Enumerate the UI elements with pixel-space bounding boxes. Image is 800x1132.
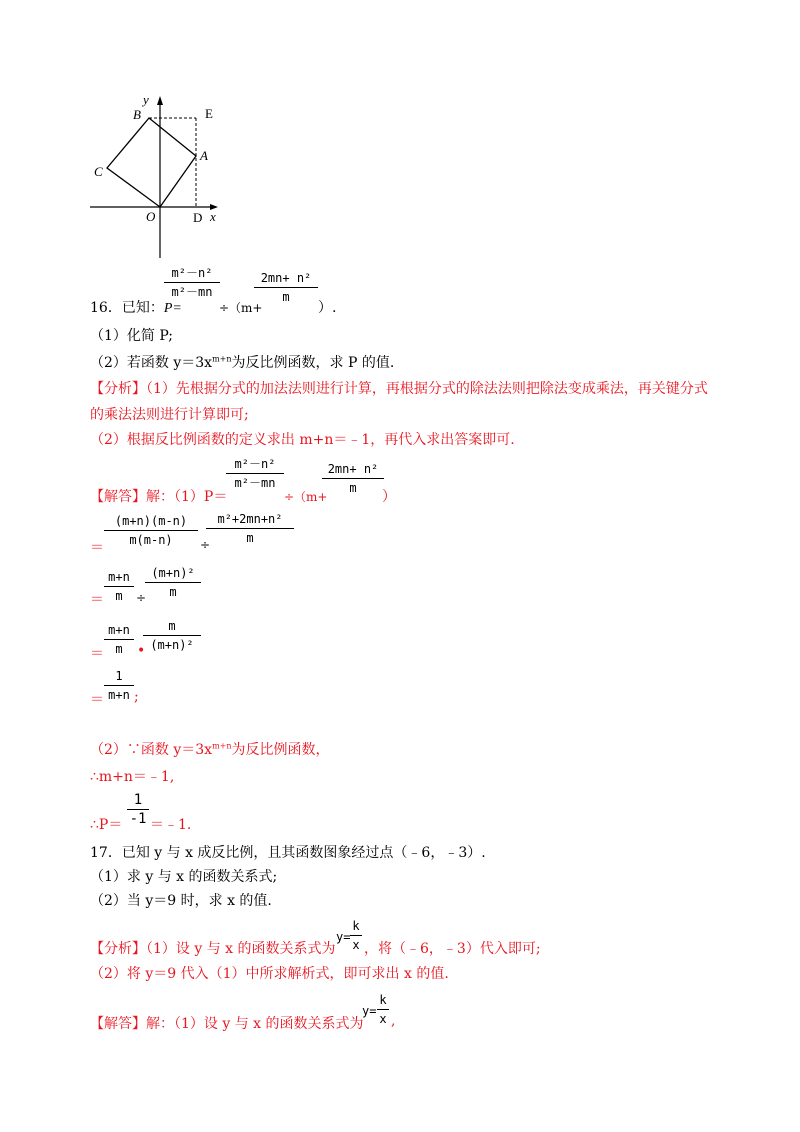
frac-numerator: 1 (115, 669, 123, 683)
frac-numerator: (m+n)² (151, 566, 195, 580)
q16-sol2-e: ＝﹣1. (150, 817, 192, 833)
analysis-label: 【分析】 (90, 381, 146, 397)
step2-frac2 (145, 565, 201, 600)
q16-sol2-d: ∴P＝ (90, 817, 123, 833)
close-paren: ）. (318, 300, 337, 316)
step3-frac1 (104, 622, 134, 657)
eq-step4: ＝ (90, 692, 104, 708)
label-o: O (146, 209, 156, 224)
frac-numerator: 1 (133, 792, 143, 808)
sol2-text: （2）∵函数 y＝3x (90, 742, 213, 758)
step4-frac (104, 668, 134, 703)
sol-close: ） (382, 489, 396, 505)
q17-sol-yeq: y= (362, 1004, 377, 1018)
frac-denominator: m²－mn (171, 285, 213, 299)
frac-denominator: x (379, 1012, 387, 1026)
frac-numerator: 2mn+ n² (260, 271, 312, 285)
frac-numerator: m²+2mn+n² (217, 512, 283, 526)
q17-analysis-2: （2）将 y＝9 代入（1）中所求解析式，即可求出 x 的值. (90, 966, 449, 982)
p-equals: P= (163, 301, 182, 316)
frac-numerator: m+n (108, 623, 130, 637)
frac-numerator: m+n (108, 570, 130, 584)
q17-k-frac (350, 918, 362, 953)
frac-denominator: m+n (108, 688, 130, 702)
frac-numerator: 2mn+ n² (327, 462, 379, 476)
q16-analysis-1b: 的乘法法则进行计算即可; (90, 407, 249, 423)
label-a: A (200, 148, 208, 163)
step4-semicolon: ; (134, 689, 139, 705)
step1-op: ÷ (200, 538, 211, 552)
q16-part2 (90, 352, 394, 372)
q17-stem: 17．已知 y 与 x 成反比例，且其函数图象经过点（﹣6，﹣3）. (90, 845, 486, 861)
q17-part1: （1）求 y 与 x 的函数关系式; (90, 869, 278, 885)
step2-op: ÷ (136, 591, 147, 605)
frac-denominator: m²－mn (234, 476, 276, 490)
analysis-text: （1）先根据分式的加法法则进行计算，再根据分式的除法法则把除法变成乘法，再关键分式 (146, 381, 708, 397)
frac-numerator: k (379, 993, 387, 1007)
step3-op: • (137, 643, 146, 659)
frac-numerator: m²－n² (234, 457, 276, 471)
square-oabc (107, 118, 196, 207)
sol2-tail: 为反比例函数， (231, 742, 330, 758)
sol-frac1 (226, 456, 284, 491)
div-open: ÷（m+ (219, 301, 263, 315)
step2-frac1 (104, 569, 134, 604)
q16-solution-intro (90, 486, 227, 506)
solution-label: 【解答】 (90, 489, 146, 505)
solution-label: 【解答】 (90, 1016, 146, 1032)
solution-text: 解：（1）设 y 与 x 的函数关系式为 (146, 1016, 364, 1032)
q16-analysis-2: （2）根据反比例函数的定义求出 m+n＝﹣1，再代入求出答案即可. (90, 432, 515, 448)
frac-denominator: m (246, 531, 254, 545)
eq-step2: ＝ (90, 592, 104, 608)
frac-denominator: m (115, 589, 123, 603)
frac-denominator: m (282, 290, 290, 304)
label-e: E (205, 106, 213, 121)
sol2-frac (127, 792, 149, 827)
y-axis-arrow-icon (157, 96, 163, 105)
q16-sol2-a (90, 739, 330, 759)
q17-sol-k-frac (377, 992, 389, 1027)
q17-yeq: y= (336, 930, 351, 944)
label-b: B (133, 107, 141, 122)
geometry-figure (88, 90, 228, 260)
q16-stem (90, 297, 182, 317)
frac-denominator: m (115, 642, 123, 656)
solution-intro: 解：（1）P＝ (146, 489, 228, 505)
label-d: D (193, 210, 203, 225)
sol-div: ÷（m+ (284, 490, 328, 504)
step1-frac2 (206, 511, 294, 546)
frac-denominator: m(m-n) (129, 533, 173, 547)
q17-analysis-1b: ，将（﹣6，﹣3）代入即可; (364, 941, 541, 957)
q17-solution-comma: , (391, 1013, 396, 1029)
eq-step1: ＝ (90, 540, 104, 556)
q17-analysis-1 (90, 938, 336, 958)
label-y: y (143, 92, 149, 107)
frac-denominator: m (349, 481, 357, 495)
q16-number: 16．已知： (90, 300, 164, 316)
exponent: m+n (212, 354, 232, 364)
exponent: m+n (212, 741, 232, 751)
frac-numerator: k (352, 919, 360, 933)
q16-part1: （1）化简 P; (90, 328, 173, 344)
q17-solution (90, 1013, 364, 1033)
q17-part2: （2）当 y＝9 时，求 x 的值. (90, 893, 272, 909)
frac-denominator: (m+n)² (150, 638, 194, 652)
analysis-label: 【分析】 (90, 941, 146, 957)
part2-text: （2）若函数 y＝3x (90, 355, 213, 371)
q16-frac2 (254, 270, 318, 305)
label-c: C (94, 164, 103, 179)
q16-frac1 (164, 265, 220, 300)
sol-frac2 (322, 461, 384, 496)
q16-analysis-1 (90, 378, 708, 398)
frac-denominator: x (352, 938, 360, 952)
q16-sol2-c: ∴m+n＝﹣1, (90, 769, 175, 785)
frac-numerator: (m+n)(m-n) (114, 514, 188, 528)
frac-denominator: -1 (129, 811, 147, 827)
eq-step3: ＝ (90, 646, 104, 662)
part2-tail: 为反比例函数，求 P 的值. (231, 355, 395, 371)
step3-frac2 (143, 618, 201, 653)
analysis-text: （1）设 y 与 x 的函数关系式为 (146, 941, 336, 957)
frac-denominator: m (169, 585, 177, 599)
frac-numerator: m (168, 619, 176, 633)
label-x: x (210, 209, 216, 224)
frac-numerator: m²－n² (171, 266, 213, 280)
step1-frac1 (104, 513, 198, 548)
